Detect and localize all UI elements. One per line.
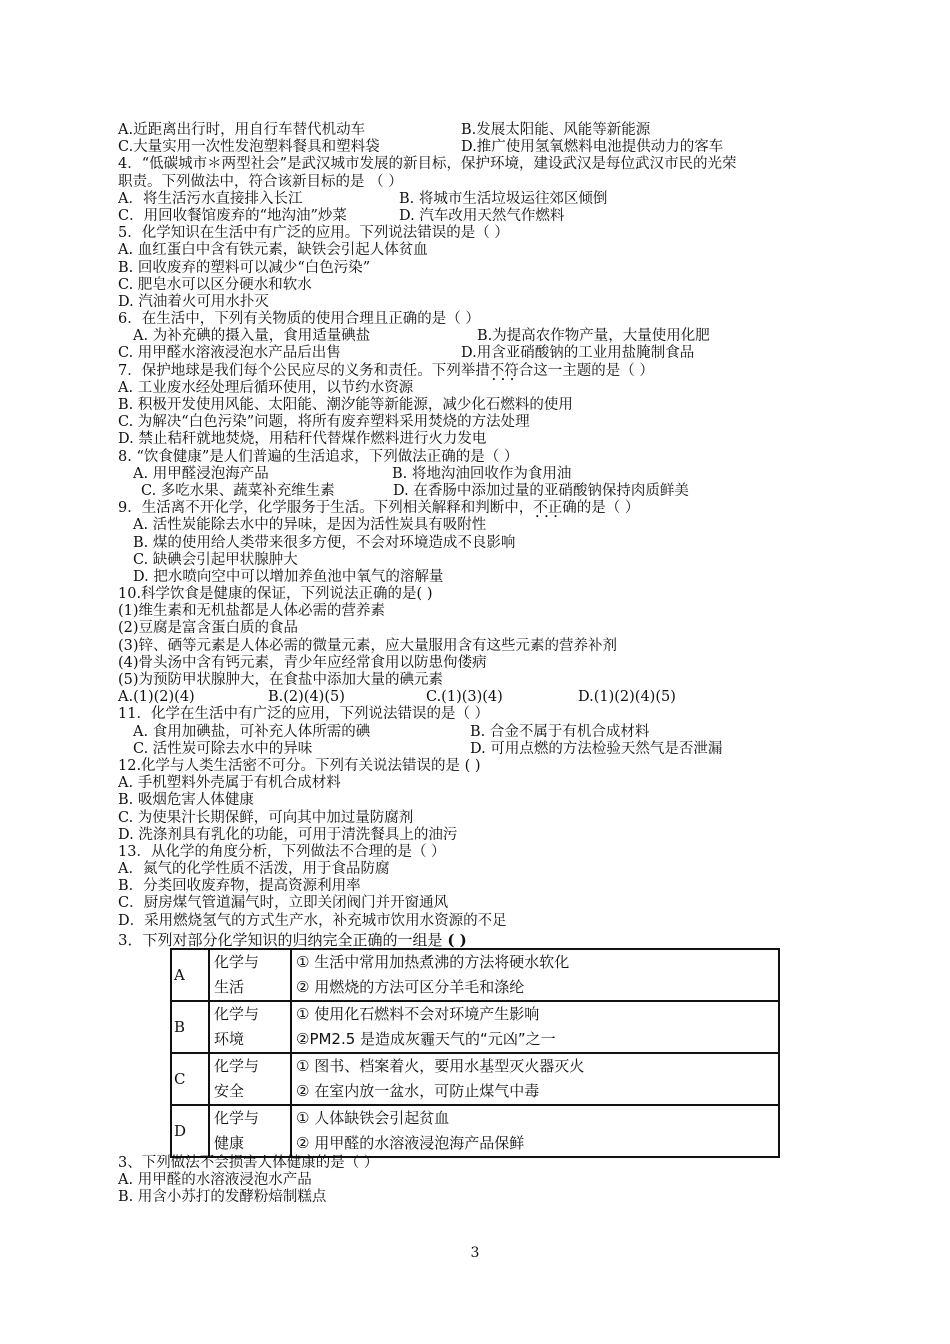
option-d: D.推广使用氢氧燃料电池提供动力的客车 xyxy=(461,139,724,156)
option-d: D. 汽车改用天然气作燃料 xyxy=(399,207,565,224)
option-c: C. 缺碘会引起甲状腺肿大 xyxy=(133,551,298,568)
item-line: ②PM2.5 是造成灰霾天气的“元凶”之一 xyxy=(296,1030,556,1048)
option-row xyxy=(118,139,838,156)
option-d: D.用含亚硝酸钠的工业用盐腌制食品 xyxy=(461,345,695,362)
topic-line: 化学与 xyxy=(214,1005,260,1023)
option-c: C. 为解决“白色污染”问题，将所有废弃塑料采用焚烧的方法处理 xyxy=(118,414,530,431)
option-row xyxy=(118,466,838,483)
option-row xyxy=(118,483,838,500)
option-c: C. 多吃水果、蔬菜补充维生素 xyxy=(141,482,335,499)
item-line: ① 图书、档案着火，要用水基型灭火器灭火 xyxy=(296,1057,585,1075)
option-row xyxy=(118,208,838,225)
option-a: A. 手机塑料外壳属于有机合成材料 xyxy=(118,775,341,792)
row-items xyxy=(291,949,779,1001)
statement-1: (1)维生素和无机盐都是人体必需的营养素 xyxy=(118,603,386,620)
item-line: ① 生活中常用加热煮沸的方法将硬水软化 xyxy=(296,953,570,971)
option-a: A. 为补充碘的摄入量，食用适量碘盐 xyxy=(133,328,371,345)
answer-paren: ( ) xyxy=(447,930,467,949)
row-topic xyxy=(209,1105,291,1157)
topic-line: 安全 xyxy=(214,1082,245,1100)
table-row xyxy=(171,1105,779,1157)
option-a: A. 用甲醛浸泡海产品 xyxy=(133,465,269,482)
topic-line: 化学与 xyxy=(214,1057,260,1075)
statement-3: (3)锌、硒等元素是人体必需的微量元素，应大量服用含有这些元素的营养补剂 xyxy=(118,637,618,654)
option-a: A．将生活污水直接排入长江 xyxy=(118,190,303,207)
row-letter: A xyxy=(171,949,209,1001)
option-d: D．采用燃烧氢气的方式生产水，补充城市饮用水资源的不足 xyxy=(118,912,507,929)
question-6: 6．在生活中，下列有关物质的使用合理且正确的是（ ） xyxy=(118,311,480,328)
question-7-text-end: 这一主题的是（ ） xyxy=(533,362,654,379)
option-b: B. 积极开发使用风能、太阳能、潮汐能等新能源，减少化石燃料的使用 xyxy=(118,397,573,413)
question-13: 13．从化学的角度分析，下列做法不合理的是（ ） xyxy=(118,843,446,860)
option-d: D. 可用点燃的方法检验天然气是否泄漏 xyxy=(470,740,723,757)
topic-line: 健康 xyxy=(214,1134,245,1152)
statement-2: (2)豆腐是富含蛋白质的食品 xyxy=(118,620,299,637)
row-topic xyxy=(209,1001,291,1053)
item-line: ② 用甲醛的水溶液浸泡海产品保鲜 xyxy=(296,1134,525,1152)
option-c: C. 为使果汁长期保鲜，可向其中加过量防腐剂 xyxy=(118,809,414,826)
topic-line: 生活 xyxy=(214,978,245,996)
option-a: A. 活性炭能除去水中的异味，是因为活性炭具有吸附性 xyxy=(133,517,487,534)
option-d: D.(1)(2)(4)(5) xyxy=(578,689,676,706)
option-c: C. 用甲醛水溶液浸泡水产品后出售 xyxy=(118,345,341,362)
table-row xyxy=(171,949,779,1001)
option-b: B．分类回收废弃物，提高资源利用率 xyxy=(118,878,361,895)
option-d: D. 禁止秸秆就地焚烧，用秸秆代替煤作燃料进行火力发电 xyxy=(118,431,487,448)
option-a: A．氮气的化学性质不活泼，用于食品防腐 xyxy=(118,861,390,878)
question-9 xyxy=(118,500,838,517)
option-a: A.近距离出行时，用自行车替代机动车 xyxy=(118,122,366,138)
option-b: B. 用含小苏打的发酵粉焙制糕点 xyxy=(118,1189,327,1206)
option-b: B. 将城市生活垃圾运往郊区倾倒 xyxy=(399,190,608,207)
question-9-text: 9．生活离不开化学，化学服务于生活。下列相关解释和判断中， xyxy=(118,500,534,517)
option-row xyxy=(118,741,838,758)
question-3-table xyxy=(118,931,838,948)
option-a: A. 用甲醛的水溶液浸泡水产品 xyxy=(118,1172,312,1189)
option-b: B. 将地沟油回收作为食用油 xyxy=(392,465,572,482)
row-letter: D xyxy=(171,1105,209,1157)
option-d: D. 洗涤剂具有乳化的功能，可用于清洗餐具上的油污 xyxy=(118,826,458,843)
knowledge-table xyxy=(170,948,780,1158)
page-number: 3 xyxy=(470,1245,480,1261)
question-7-text: 7．保护地球是我们每个公民应尽的义务和责任。下列举措 xyxy=(118,362,490,379)
question-3b: 3、下列做法不会损害人体健康的是（ ） xyxy=(118,1155,379,1171)
option-b: B. 吸烟危害人体健康 xyxy=(118,792,254,809)
row-items xyxy=(291,1053,779,1105)
row-letter: C xyxy=(171,1053,209,1105)
row-items xyxy=(291,1001,779,1053)
item-line: ① 使用化石燃料不会对环境产生影响 xyxy=(296,1005,540,1023)
item-line: ② 用燃烧的方法可区分羊毛和涤纶 xyxy=(296,978,525,996)
option-c: C.大量实用一次性发泡塑料餐具和塑料袋 xyxy=(118,139,380,156)
option-a: A. 食用加碘盐，可补充人体所需的碘 xyxy=(133,723,371,740)
table-row xyxy=(171,1053,779,1105)
option-a: A. 血红蛋白中含有铁元素，缺铁会引起人体贫血 xyxy=(118,242,428,259)
statement-4: (4)骨头汤中含有钙元素，青少年应经常食用以防患佝偻病 xyxy=(118,654,487,671)
emphasis-text: 不符合 ••• xyxy=(490,363,534,379)
option-row xyxy=(118,191,838,208)
statement-5: (5)为预防甲状腺肿大，在食盐中添加大量的碘元素 xyxy=(118,672,444,688)
question-10: 10.科学饮食是健康的保证，下列说法正确的是( ) xyxy=(118,586,433,603)
option-c: C．厨房煤气管道漏气时，立即关闭阀门并开窗通风 xyxy=(118,895,449,912)
question-9-text-end: 的是（ ） xyxy=(576,500,640,517)
emphasis-text: 不正确 ••• xyxy=(533,500,577,516)
option-row xyxy=(118,689,838,706)
option-b: B. 煤的使用给人类带来很多方便，不会对环境造成不良影响 xyxy=(133,534,516,551)
option-c: C.(1)(3)(4) xyxy=(426,689,503,706)
topic-line: 化学与 xyxy=(214,1109,260,1127)
question-3-alt xyxy=(118,1155,838,1207)
option-a: A.(1)(2)(4) xyxy=(118,689,195,706)
row-items xyxy=(291,1105,779,1157)
question-11: 11．化学在生活中有广泛的应用，下列说法错误的是（ ） xyxy=(118,706,490,723)
item-line: ② 在室内放一盆水，可防止煤气中毒 xyxy=(296,1082,540,1100)
item-line: ① 人体缺铁会引起贫血 xyxy=(296,1109,450,1127)
option-d: D. 把水喷向空中可以增加养鱼池中氧气的溶解量 xyxy=(133,568,444,585)
option-a: A. 工业废水经处理后循环使用，以节约水资源 xyxy=(118,379,414,396)
question-7 xyxy=(118,363,838,380)
option-b: B. 回收废弃的塑料可以减少“白色污染” xyxy=(118,259,371,276)
option-b: B.发展太阳能、风能等新能源 xyxy=(461,122,651,138)
option-row xyxy=(118,328,838,345)
option-row xyxy=(118,345,838,362)
topic-line: 环境 xyxy=(214,1030,245,1048)
question-8: 8. “饮食健康”是人们普遍的生活追求，下列做法正确的是（ ） xyxy=(118,448,519,465)
option-row xyxy=(118,122,838,139)
option-d: D. 在香肠中添加过量的亚硝酸钠保持肉质鲜美 xyxy=(393,482,689,499)
topic-line: 化学与 xyxy=(214,953,260,971)
option-b: B. 合金不属于有机合成材料 xyxy=(470,723,650,740)
option-c: C．用回收餐馆废弃的“地沟油”炒菜 xyxy=(118,207,347,224)
table-row xyxy=(171,1001,779,1053)
row-topic xyxy=(209,1053,291,1105)
row-letter: B xyxy=(171,1001,209,1053)
question-5: 5．化学知识在生活中有广泛的应用。下列说法错误的是（ ） xyxy=(118,225,509,242)
option-c: C. 活性炭可除去水中的异味 xyxy=(133,740,313,757)
question-4-cont: 职责。下列做法中，符合该新目标的是 （ ） xyxy=(118,173,403,190)
option-b: B.(2)(4)(5) xyxy=(268,689,345,706)
option-c: C. 肥皂水可以区分硬水和软水 xyxy=(118,276,312,293)
option-row xyxy=(118,724,838,741)
row-topic xyxy=(209,949,291,1001)
question-4: 4．“低碳城市＊两型社会”是武汉城市发展的新目标，保护环境，建设武汉是每位武汉市民的光荣 xyxy=(118,156,737,173)
option-b: B.为提高农作物产量，大量使用化肥 xyxy=(477,328,710,345)
option-d: D. 汽油着火可用水扑灭 xyxy=(118,293,269,310)
question-3-text: 3．下列对部分化学知识的归纳完全正确的一组是 xyxy=(118,930,443,949)
question-12: 12.化学与人类生活密不可分。下列有关说法错误的是 ( ) xyxy=(118,757,481,774)
question-text xyxy=(118,122,838,948)
